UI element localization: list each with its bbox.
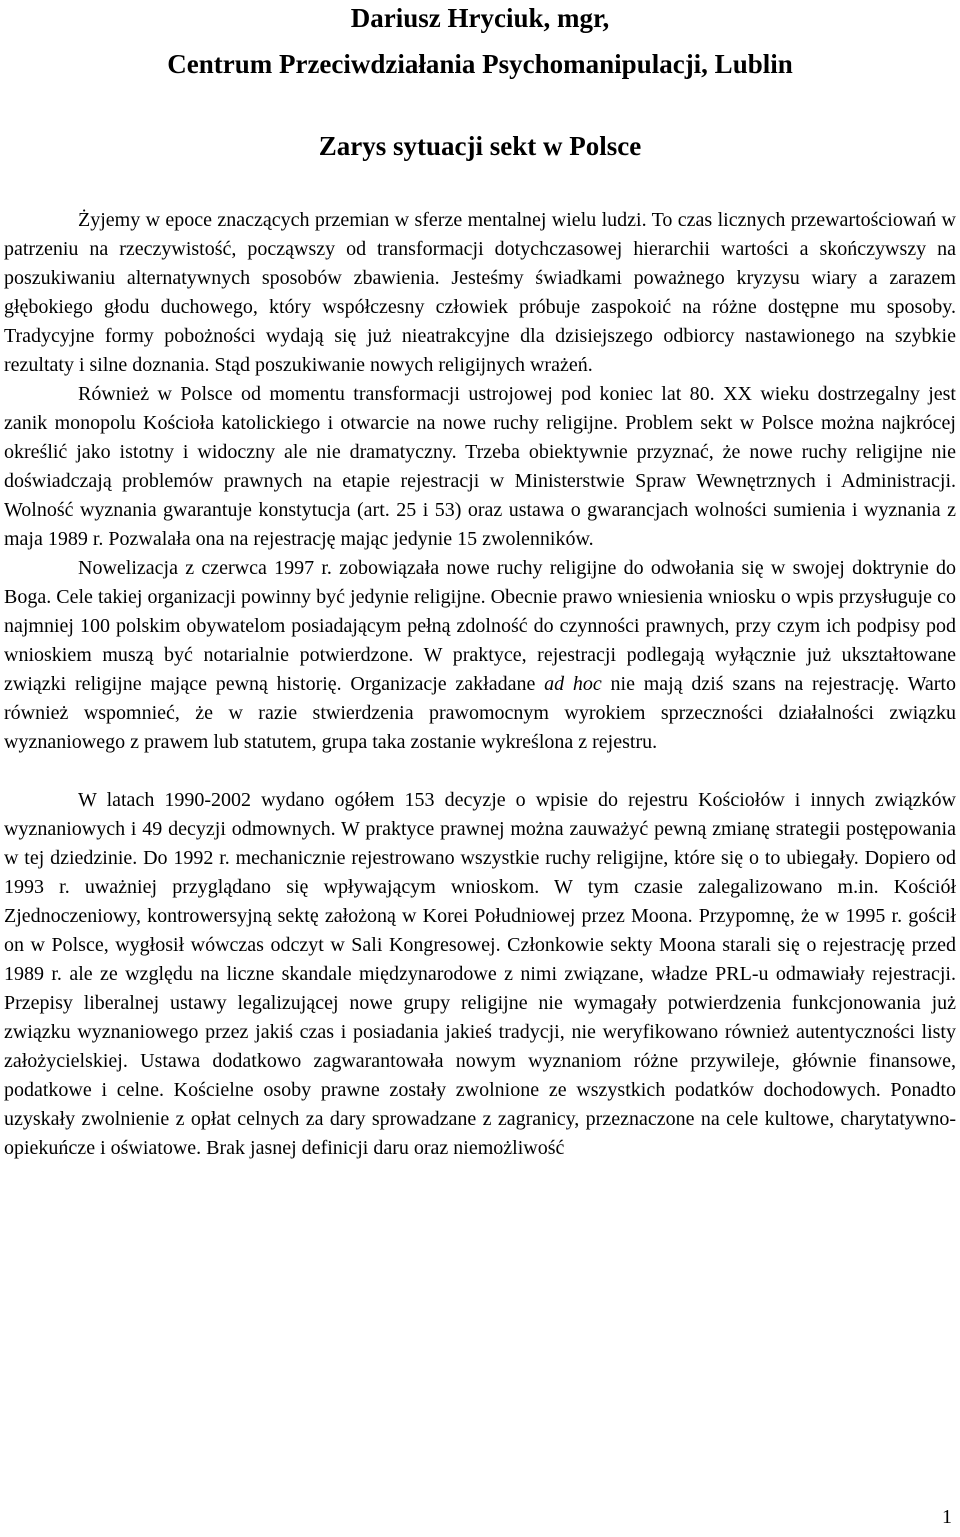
paragraph-text: Żyjemy w epoce znaczących przemian w sferze mentalnej wielu ludzi. To czas licznych przewartościowań w patrzeniu na rzeczywistość, począwszy od transformacji dotychczasowej hierarchii wartości a skończywszy na poszukiwaniu alternatywnych sposobów zbawienia. Jesteśmy świadkami poważnego kryzysu wiary a zarazem głębokiego głodu duchowego, który współczesny człowiek próbuje zaspokoić na różne dostępne mu sposoby. Tradycyjne formy pobożności wydają się już nieatrakcyjne dla dzisiejszego odbiorcy nastawionego na szybkie rezultaty i silne doznania. Stąd poszukiwanie nowych religijnych wrażeń. — [4, 209, 956, 376]
paragraph-3 — [4, 554, 956, 757]
body-text — [4, 206, 956, 1163]
institution-line: Centrum Przeciwdziałania Psychomanipulacji, Lublin — [167, 49, 793, 79]
page-number: 1 — [942, 1506, 952, 1528]
paragraph-4 — [4, 786, 956, 1163]
document-title: Zarys sytuacji sekt w Polsce — [318, 131, 642, 161]
italic-phrase: ad hoc — [544, 673, 602, 695]
paragraph-2 — [4, 380, 956, 554]
paragraph-text: Nowelizacja z czerwca 1997 r. zobowiązała nowe ruchy religijne do odwołania się w swojej doktrynie do Boga. Cele takiej organizacji powinny być jedynie religijne. Obecnie prawo wniesienia wniosku o wpis przysługuje co najmniej 100 polskim obywatelom posiadającym pełną zdolność do czynności prawnych, przy czym ich podpisy pod wnioskiem muszą być notarialnie potwierdzone. W praktyce, rejestracji podlegają wyłącznie już ukształtowane związki religijne mające pewną historię. Organizacje zakładane — [4, 557, 956, 695]
paragraph-1 — [4, 206, 956, 380]
paragraph-text: W latach 1990-2002 wydano ogółem 153 decyzje o wpisie do rejestru Kościołów i innych związków wyznaniowych i 49 decyzji odmownych. W praktyce prawnej można zauważyć pewną zmianę strategii postępowania w tej dziedzinie. Do 1992 r. mechanicznie rejestrowano wszystkie ruchy religijne, które się o to ubiegały. Dopiero od 1993 r. uważniej przyglądano się wpływającym wnioskom. W tym czasie zalegalizowano m.in. Kościół Zjednoczeniowy, kontrowersyjną sektę założoną w Korei Południowej przez Moona. Przypomnę, że w 1995 r. gościł on w Polsce, wygłosił wówczas odczyt w Sali Kongresowej. Członkowie sekty Moona starali się o rejestrację przed 1989 r. ale ze względu na liczne skandale międzynarodowe z nimi związane, władze PRL-u odmawiały rejestracji. Przepisy liberalnej ustawy legalizującej nowe grupy religijne nie wymagały potwierdzenia funkcjonowania już związku wyznaniowego przez jakiś czas i posiadania jakieś tradycji, nie weryfikowano również autentyczności listy założycielskiej. Ustawa dodatkowo zagwarantowała nowym wyznaniom różne przywileje, głównie finansowe, podatkowe i celne. Kościelne osoby prawne zostały zwolnione ze wszystkich podatków dochodowych. Ponadto uzyskały zwolnienie z opłat celnych za dary sprowadzane z zagranicy, przeznaczone na cele kultowe, charytatywno-opiekuńcze i oświatowe. Brak jasnej definicji daru oraz niemożliwość — [4, 789, 956, 1159]
author-line: Dariusz Hryciuk, mgr, — [350, 3, 610, 33]
paragraph-text: Również w Polsce od momentu transformacji ustrojowej pod koniec lat 80. XX wieku dostrzegalny jest zanik monopolu Kościoła katolickiego i otwarcie na nowe ruchy religijne. Problem sekt w Polsce można najkrócej określić jako istotny i widoczny ale nie dramatyczny. Trzeba obiektywnie przyznać, że nowe ruchy religijne nie doświadczają problemów prawnych na etapie rejestracji w Ministerstwie Spraw Wewnętrznych i Administracji. Wolność wyznania gwarantuje konstytucja (art. 25 i 53) oraz ustawa o gwarancjach wolności sumienia i wyznania z maja 1989 r. Pozwalała ona na rejestrację mając jedynie 15 zwolenników. — [4, 383, 956, 550]
paragraph-text-continued: nie mają dziś szans na rejestrację. Warto również wspomnieć, że w razie stwierdzenia prawomocnym wyrokiem sprzeczności działalności związku wyznaniowego z prawem lub statutem, grupa taka zostanie wykreślona z rejestru. — [4, 673, 956, 753]
